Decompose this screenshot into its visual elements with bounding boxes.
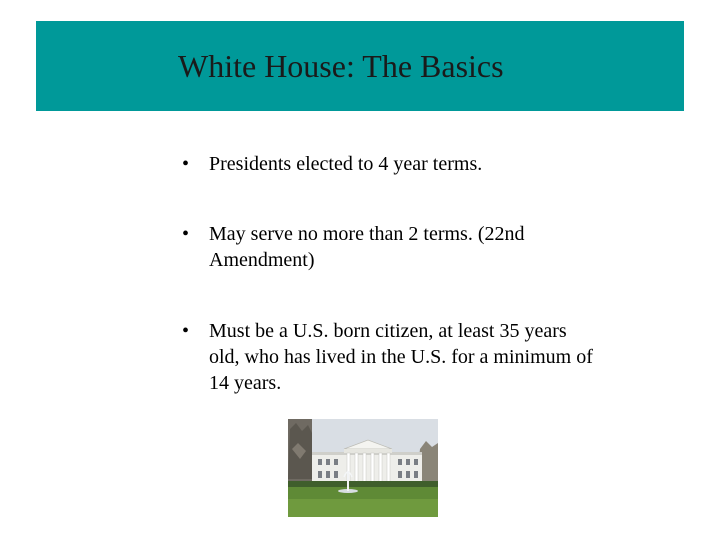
bullet-item-term-length [182, 151, 602, 177]
bullet-item-eligibility [182, 318, 602, 396]
white-house-photo [288, 419, 438, 517]
slide-title: White House: The Basics [178, 48, 504, 84]
bullet-marker: • [182, 153, 190, 175]
bullet-marker: • [182, 223, 190, 245]
bullet-text: Presidents elected to 4 year terms. [209, 153, 483, 175]
bullet-marker: • [182, 320, 190, 342]
bullet-text: Must be a U.S. born citizen, at least 35 years old, who has lived in the U.S. for a minimum of 14 years. [209, 320, 593, 394]
bullet-text: May serve no more than 2 terms. (22nd Amendment) [209, 223, 525, 271]
bullet-item-term-limit [182, 221, 602, 273]
